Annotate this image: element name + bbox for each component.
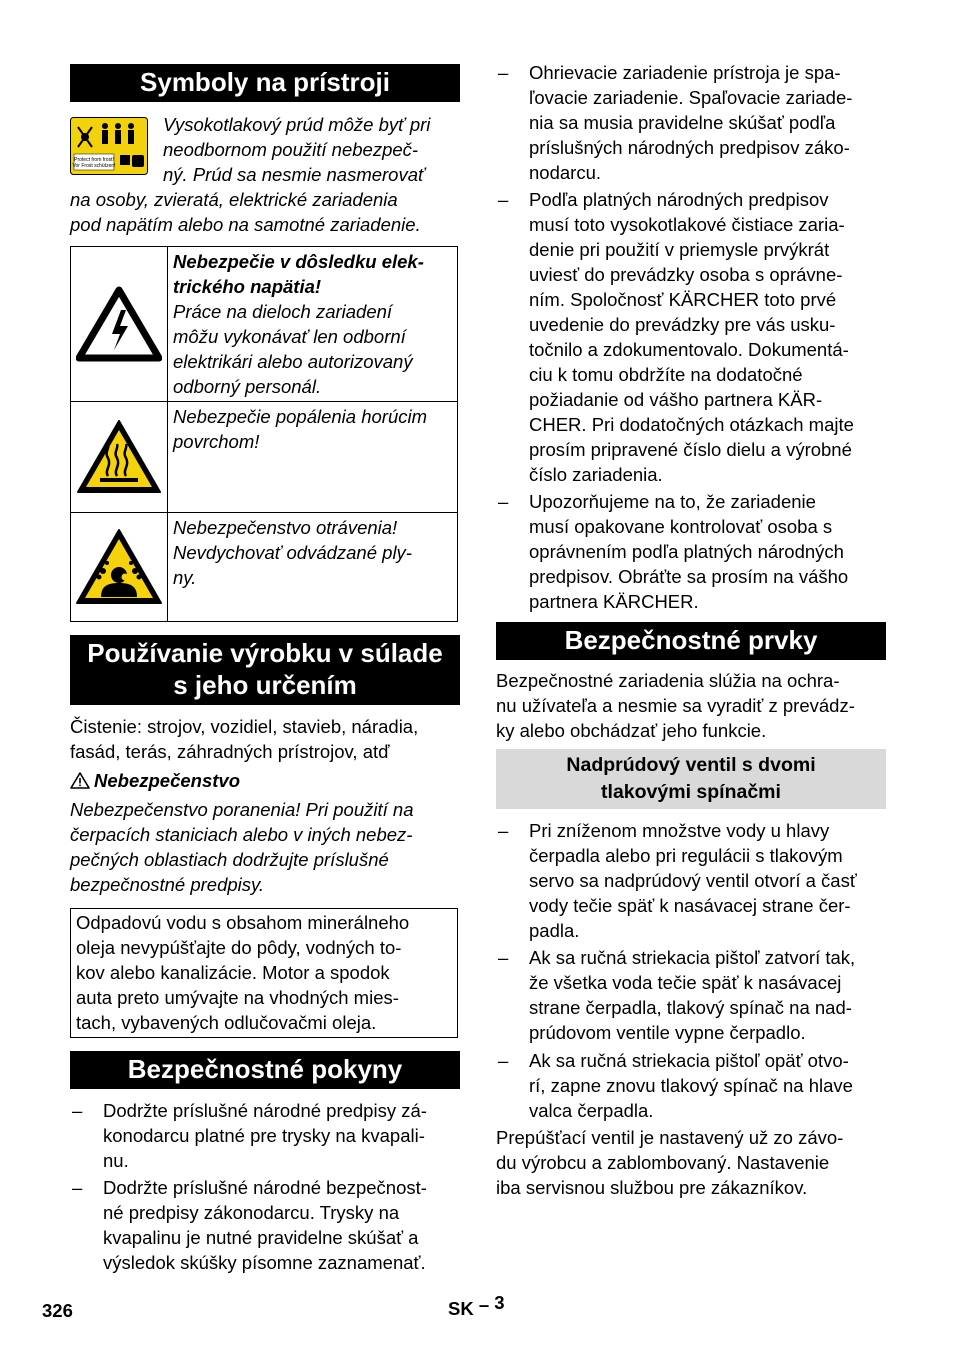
symbol-row-hot [71, 401, 457, 512]
high-pressure-warning-sticker [70, 117, 148, 175]
usage-text: Čistenie: strojov, vozidiel, stavieb, náradia, fasád, terás, záhradných prístrojov, atď [70, 716, 419, 762]
hot-surface-icon [71, 402, 168, 512]
symbol-text-hot: Nebezpečie popálenia horúcim povrchom! [173, 406, 428, 452]
footer-section [448, 1292, 505, 1321]
environment-note-box: Odpadovú vodu s obsahom minerálneho oleja nevypúšťajte do pôdy, vodných to- kov alebo kanalizácie. Motor a spodok auta preto umývajte na vhodných mies- tach, vybavených odlučovačmi oleja. [70, 908, 458, 1038]
danger-text: Nebezpečenstvo poranenia! Pri použití na čerpacích staniciach alebo v iných nebez- pečných oblastiach dodržujte príslušné bezpečnostné predpisy. [70, 799, 414, 895]
footer-dash: – [478, 1294, 490, 1315]
heading-symbols: Symboly na prístroji [70, 64, 460, 102]
symbol-row-toxic [71, 512, 457, 621]
footer-section-number: 3 [494, 1292, 505, 1313]
heading-safety-elements: Bezpečnostné prvky [496, 622, 886, 660]
subheading-overflow-valve: Nadprúdový ventil s dvomi tlakovými spínačmi [496, 749, 886, 809]
danger-heading: Nebezpečenstvo [70, 768, 460, 795]
heading-usage: Používanie výrobku v súlade s jeho určením [70, 635, 460, 705]
sticker-text-frost: Vor Frost schützen! [72, 163, 116, 169]
symbol-text-toxic: Nebezpečenstvo otrávenia! Nevdychovať odvádzané ply- ny. [173, 517, 412, 588]
toxic-fumes-icon [71, 513, 168, 621]
symbol-text-electric: Nebezpečie v dôsledku elek- trického napätia! Práce na dieloch zariadení môžu vykonávať len odborní elektrikári alebo autorizovaný odborný personál. [173, 251, 424, 397]
symbol-table [70, 246, 458, 622]
warning-triangle-icon [70, 770, 94, 795]
page-number: 326 [42, 1300, 73, 1321]
closing-text: Prepúšťací ventil je nastavený už zo závo- du výrobcu a zablombovaný. Nastavenie iba servisnou službou pre zákazníkov. [496, 1127, 844, 1198]
electric-hazard-icon [71, 247, 168, 401]
intro-text: Vysokotlakový prúd môže byť pri neodbornom použití nebezpeč- ný. Prúd sa nesmie nasmerovať [163, 114, 431, 185]
intro-text-cont: na osoby, zvieratá, elektrické zariadenia pod napätím alebo na samotné zariadenie. [70, 189, 421, 235]
heading-safety: Bezpečnostné pokyny [70, 1051, 460, 1089]
sticker-text-protect: Protect from frost! [74, 157, 114, 163]
symbol-row-electric [71, 247, 457, 401]
elements-text: Bezpečnostné zariadenia slúžia na ochra- nu užívateľa a nesmie sa vyradiť z prevádz- ky alebo obchádzať jeho funkcie. [496, 670, 855, 741]
footer-lang: SK [448, 1298, 474, 1319]
